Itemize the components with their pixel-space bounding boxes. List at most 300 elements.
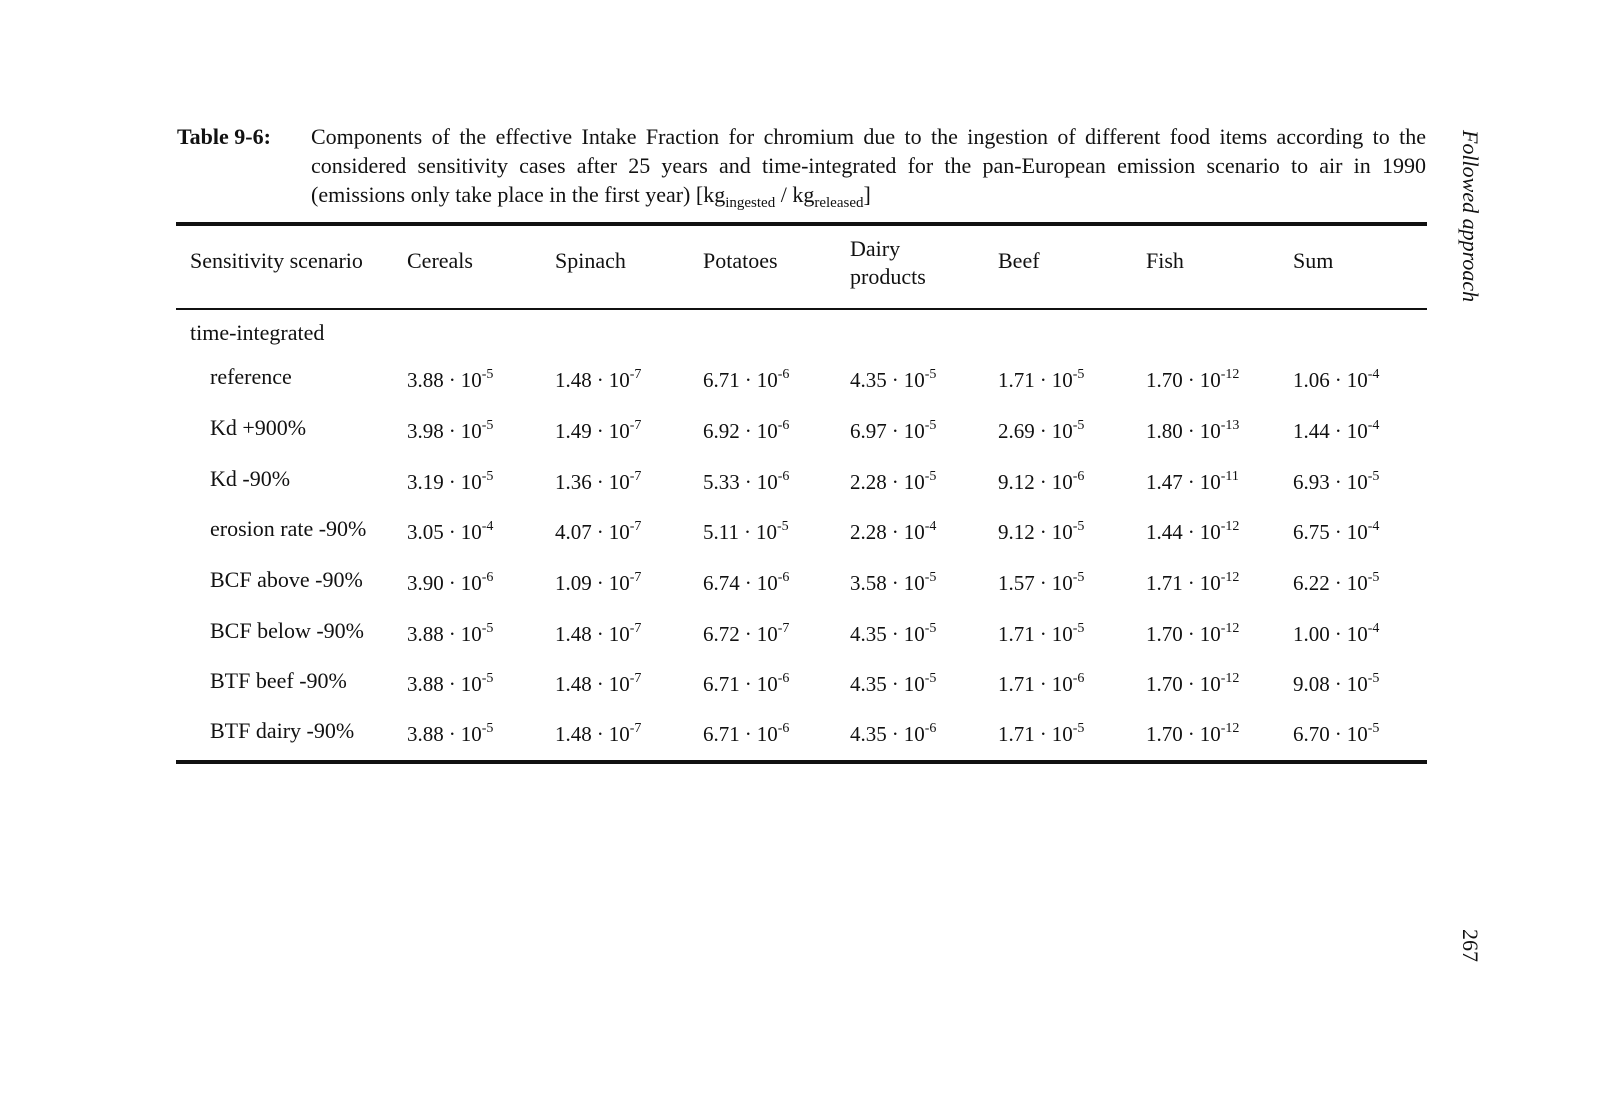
header-dairy-products: Dairy products xyxy=(850,236,926,289)
cell-mantissa: 1.70 xyxy=(1146,722,1183,746)
cell-exponent: -5 xyxy=(1367,469,1380,484)
cell-base: 10 xyxy=(1346,520,1368,544)
cell-mantissa: 1.49 xyxy=(555,419,592,443)
cell-base: 10 xyxy=(608,470,630,494)
table-top-rule xyxy=(176,222,1427,226)
table-cell xyxy=(850,722,936,747)
cell-exponent: -11 xyxy=(1220,469,1239,484)
cell-multiply-sign: · xyxy=(744,622,752,646)
cell-multiply-sign: · xyxy=(744,672,752,696)
cell-exponent: -12 xyxy=(1220,570,1240,585)
cell-exponent: -12 xyxy=(1220,367,1240,382)
cell-multiply-sign: · xyxy=(1187,722,1195,746)
table-row xyxy=(0,668,1601,708)
cell-mantissa: 1.48 xyxy=(555,622,592,646)
cell-multiply-sign: · xyxy=(596,419,604,443)
cell-exponent: -5 xyxy=(1072,367,1085,382)
cell-base: 10 xyxy=(460,722,482,746)
cell-mantissa: 9.12 xyxy=(998,470,1035,494)
cell-multiply-sign: · xyxy=(1039,722,1047,746)
table-row xyxy=(0,516,1601,556)
cell-base: 10 xyxy=(1346,470,1368,494)
cell-mantissa: 6.93 xyxy=(1293,470,1330,494)
cell-base: 10 xyxy=(903,672,925,696)
cell-exponent: -6 xyxy=(777,418,790,433)
cell-multiply-sign: · xyxy=(743,520,751,544)
cell-multiply-sign: · xyxy=(1187,470,1195,494)
cell-multiply-sign: · xyxy=(596,722,604,746)
cell-base: 10 xyxy=(756,470,778,494)
cell-base: 10 xyxy=(1346,722,1368,746)
cell-mantissa: 2.69 xyxy=(998,419,1035,443)
table-cell xyxy=(1293,672,1379,697)
table-cell xyxy=(703,368,789,393)
table-cell xyxy=(850,571,936,596)
cell-multiply-sign: · xyxy=(891,419,899,443)
cell-multiply-sign: · xyxy=(744,722,752,746)
cell-base: 10 xyxy=(460,520,482,544)
table-cell xyxy=(407,672,493,697)
table-cell xyxy=(850,520,936,545)
cell-base: 10 xyxy=(460,672,482,696)
cell-exponent: -4 xyxy=(924,519,937,534)
cell-mantissa: 6.74 xyxy=(703,571,740,595)
cell-exponent: -6 xyxy=(777,570,790,585)
cell-exponent: -5 xyxy=(1072,519,1085,534)
cell-mantissa: 1.71 xyxy=(998,672,1035,696)
cell-multiply-sign: · xyxy=(1039,672,1047,696)
table-cell xyxy=(555,722,641,747)
cell-multiply-sign: · xyxy=(744,470,752,494)
cell-base: 10 xyxy=(903,622,925,646)
cell-multiply-sign: · xyxy=(448,571,456,595)
cell-multiply-sign: · xyxy=(448,520,456,544)
cell-mantissa: 5.11 xyxy=(703,520,739,544)
table-cell xyxy=(407,722,493,747)
table-cell xyxy=(1293,520,1379,545)
cell-multiply-sign: · xyxy=(1039,470,1047,494)
row-scenario-label: Kd -90% xyxy=(210,466,291,491)
cell-mantissa: 1.71 xyxy=(998,368,1035,392)
cell-exponent: -7 xyxy=(629,469,642,484)
cell-multiply-sign: · xyxy=(596,672,604,696)
table-cell xyxy=(1293,419,1379,444)
cell-exponent: -6 xyxy=(777,721,790,736)
cell-exponent: -6 xyxy=(777,469,790,484)
cell-base: 10 xyxy=(1051,622,1073,646)
cell-mantissa: 9.08 xyxy=(1293,672,1330,696)
cell-base: 10 xyxy=(756,622,778,646)
cell-mantissa: 3.88 xyxy=(407,368,444,392)
table-cell xyxy=(850,368,936,393)
cell-exponent: -4 xyxy=(1367,519,1380,534)
cell-multiply-sign: · xyxy=(891,571,899,595)
cell-exponent: -7 xyxy=(629,671,642,686)
cell-base: 10 xyxy=(903,368,925,392)
table-cell xyxy=(555,368,641,393)
cell-base: 10 xyxy=(1051,368,1073,392)
cell-exponent: -7 xyxy=(629,418,642,433)
cell-multiply-sign: · xyxy=(596,622,604,646)
cell-mantissa: 2.28 xyxy=(850,520,887,544)
cell-base: 10 xyxy=(1199,419,1221,443)
cell-base: 10 xyxy=(1051,722,1073,746)
header-cereals: Cereals xyxy=(407,248,473,273)
cell-exponent: -5 xyxy=(481,671,494,686)
cell-mantissa: 6.71 xyxy=(703,672,740,696)
cell-multiply-sign: · xyxy=(596,368,604,392)
table-row xyxy=(0,618,1601,658)
cell-multiply-sign: · xyxy=(744,419,752,443)
cell-base: 10 xyxy=(756,672,778,696)
row-scenario-label: reference xyxy=(210,364,292,389)
cell-multiply-sign: · xyxy=(1039,520,1047,544)
cell-multiply-sign: · xyxy=(744,368,752,392)
cell-base: 10 xyxy=(1199,571,1221,595)
cell-multiply-sign: · xyxy=(1334,520,1342,544)
cell-mantissa: 6.71 xyxy=(703,722,740,746)
cell-multiply-sign: · xyxy=(891,520,899,544)
cell-mantissa: 1.44 xyxy=(1146,520,1183,544)
table-cell xyxy=(850,470,936,495)
cell-base: 10 xyxy=(1346,571,1368,595)
table-header-rule xyxy=(176,308,1427,310)
cell-exponent: -12 xyxy=(1220,721,1240,736)
cell-mantissa: 1.09 xyxy=(555,571,592,595)
cell-exponent: -5 xyxy=(481,469,494,484)
table-cell xyxy=(1146,571,1239,596)
cell-multiply-sign: · xyxy=(1187,622,1195,646)
cell-multiply-sign: · xyxy=(891,470,899,494)
table-cell xyxy=(407,520,493,545)
cell-multiply-sign: · xyxy=(1187,368,1195,392)
cell-mantissa: 1.80 xyxy=(1146,419,1183,443)
cell-exponent: -5 xyxy=(1367,570,1380,585)
cell-mantissa: 6.70 xyxy=(1293,722,1330,746)
cell-exponent: -6 xyxy=(481,570,494,585)
cell-exponent: -5 xyxy=(924,469,937,484)
table-row xyxy=(0,466,1601,506)
cell-mantissa: 2.28 xyxy=(850,470,887,494)
table-cell xyxy=(1146,722,1239,747)
row-scenario-label: BTF dairy -90% xyxy=(210,718,355,743)
cell-exponent: -5 xyxy=(776,519,789,534)
cell-exponent: -12 xyxy=(1220,621,1240,636)
table-cell xyxy=(1293,368,1379,393)
cell-mantissa: 4.35 xyxy=(850,672,887,696)
table-cell xyxy=(703,520,789,545)
cell-multiply-sign: · xyxy=(1334,672,1342,696)
table-cell xyxy=(555,419,641,444)
header-spinach: Spinach xyxy=(555,248,626,273)
cell-multiply-sign: · xyxy=(1334,368,1342,392)
cell-exponent: -5 xyxy=(924,367,937,382)
cell-base: 10 xyxy=(608,368,630,392)
cell-multiply-sign: · xyxy=(1039,419,1047,443)
table-cell xyxy=(1146,419,1239,444)
table-cell xyxy=(407,571,493,596)
cell-multiply-sign: · xyxy=(1334,571,1342,595)
cell-exponent: -13 xyxy=(1220,418,1240,433)
table-row xyxy=(0,415,1601,455)
cell-mantissa: 1.70 xyxy=(1146,672,1183,696)
cell-multiply-sign: · xyxy=(448,368,456,392)
cell-base: 10 xyxy=(903,470,925,494)
cell-exponent: -7 xyxy=(629,570,642,585)
cell-multiply-sign: · xyxy=(891,672,899,696)
cell-mantissa: 6.72 xyxy=(703,622,740,646)
cell-base: 10 xyxy=(1346,622,1368,646)
header-beef: Beef xyxy=(998,248,1040,273)
cell-base: 10 xyxy=(1346,368,1368,392)
table-caption-text: Components of the effective Intake Fraction for chromium due to the ingestion of different food items according to the considered sensitivity cases after 25 years and time-integrated for the pan-European emission scenario to air in 1990 (emissions only take place in the first year) $[kg_{ingested} / kg_{released}]$ xyxy=(311,124,1426,211)
cell-mantissa: 6.71 xyxy=(703,368,740,392)
cell-multiply-sign: · xyxy=(1039,368,1047,392)
cell-exponent: -4 xyxy=(1367,621,1380,636)
cell-base: 10 xyxy=(1199,368,1221,392)
table-cell xyxy=(998,470,1084,495)
cell-exponent: -5 xyxy=(924,621,937,636)
table-row xyxy=(0,364,1601,404)
cell-mantissa: 3.19 xyxy=(407,470,444,494)
cell-mantissa: 1.70 xyxy=(1146,622,1183,646)
table-cell xyxy=(407,368,493,393)
row-scenario-label: BCF above -90% xyxy=(210,567,363,592)
row-scenario-label: Kd +900% xyxy=(210,415,307,440)
cell-multiply-sign: · xyxy=(1187,419,1195,443)
cell-exponent: -5 xyxy=(1072,721,1085,736)
cell-multiply-sign: · xyxy=(448,672,456,696)
cell-mantissa: 1.48 xyxy=(555,368,592,392)
cell-base: 10 xyxy=(1346,672,1368,696)
cell-exponent: -5 xyxy=(924,570,937,585)
cell-exponent: -5 xyxy=(1072,621,1085,636)
cell-base: 10 xyxy=(1051,520,1073,544)
cell-exponent: -6 xyxy=(777,671,790,686)
table-row xyxy=(0,718,1601,758)
cell-base: 10 xyxy=(608,722,630,746)
cell-mantissa: 1.48 xyxy=(555,672,592,696)
cell-base: 10 xyxy=(755,520,777,544)
cell-base: 10 xyxy=(903,419,925,443)
cell-base: 10 xyxy=(608,520,630,544)
cell-mantissa: 1.57 xyxy=(998,571,1035,595)
cell-multiply-sign: · xyxy=(891,368,899,392)
cell-base: 10 xyxy=(1051,672,1073,696)
table-cell xyxy=(703,419,789,444)
side-heading: Followed approach xyxy=(1458,130,1483,303)
cell-exponent: -12 xyxy=(1220,519,1240,534)
header-sensitivity-scenario: Sensitivity scenario xyxy=(190,248,363,273)
table-cell xyxy=(407,622,493,647)
cell-mantissa: 1.47 xyxy=(1146,470,1183,494)
table-cell xyxy=(555,672,641,697)
cell-mantissa: 4.07 xyxy=(555,520,592,544)
table-cell xyxy=(998,672,1084,697)
header-fish: Fish xyxy=(1146,248,1184,273)
cell-base: 10 xyxy=(460,470,482,494)
cell-mantissa: 5.33 xyxy=(703,470,740,494)
cell-exponent: -6 xyxy=(1072,469,1085,484)
cell-multiply-sign: · xyxy=(1039,571,1047,595)
cell-base: 10 xyxy=(460,571,482,595)
cell-multiply-sign: · xyxy=(1334,722,1342,746)
cell-base: 10 xyxy=(608,419,630,443)
cell-multiply-sign: · xyxy=(448,419,456,443)
cell-multiply-sign: · xyxy=(1187,672,1195,696)
cell-base: 10 xyxy=(608,571,630,595)
table-cell xyxy=(850,622,936,647)
cell-mantissa: 3.98 xyxy=(407,419,444,443)
table-cell xyxy=(998,520,1084,545)
table-cell xyxy=(703,470,789,495)
cell-exponent: -6 xyxy=(924,721,937,736)
cell-base: 10 xyxy=(903,722,925,746)
cell-mantissa: 6.22 xyxy=(1293,571,1330,595)
cell-exponent: -7 xyxy=(777,621,790,636)
cell-base: 10 xyxy=(1051,470,1073,494)
table-cell xyxy=(1293,470,1379,495)
table-cell xyxy=(1293,722,1379,747)
table-cell xyxy=(703,571,789,596)
header-potatoes: Potatoes xyxy=(703,248,778,273)
table-cell xyxy=(407,470,493,495)
row-scenario-label: BTF beef -90% xyxy=(210,668,347,693)
cell-mantissa: 1.00 xyxy=(1293,622,1330,646)
table-cell xyxy=(1146,368,1239,393)
cell-base: 10 xyxy=(608,672,630,696)
table-cell xyxy=(1146,470,1239,495)
cell-exponent: -5 xyxy=(1367,721,1380,736)
cell-multiply-sign: · xyxy=(891,722,899,746)
cell-exponent: -4 xyxy=(1367,418,1380,433)
table-cell xyxy=(703,622,789,647)
cell-mantissa: 3.58 xyxy=(850,571,887,595)
cell-base: 10 xyxy=(903,571,925,595)
cell-base: 10 xyxy=(1199,722,1221,746)
cell-multiply-sign: · xyxy=(448,722,456,746)
cell-mantissa: 6.97 xyxy=(850,419,887,443)
cell-multiply-sign: · xyxy=(1187,520,1195,544)
table-cell xyxy=(703,672,789,697)
table-cell xyxy=(998,622,1084,647)
table-cell xyxy=(998,419,1084,444)
cell-base: 10 xyxy=(608,622,630,646)
cell-multiply-sign: · xyxy=(1039,622,1047,646)
cell-exponent: -4 xyxy=(481,519,494,534)
cell-multiply-sign: · xyxy=(891,622,899,646)
cell-mantissa: 1.71 xyxy=(998,722,1035,746)
cell-base: 10 xyxy=(756,368,778,392)
cell-exponent: -5 xyxy=(481,418,494,433)
table-cell xyxy=(1293,571,1379,596)
cell-exponent: -6 xyxy=(1072,671,1085,686)
cell-mantissa: 6.75 xyxy=(1293,520,1330,544)
cell-mantissa: 1.06 xyxy=(1293,368,1330,392)
cell-exponent: -6 xyxy=(777,367,790,382)
cell-exponent: -5 xyxy=(1367,671,1380,686)
cell-multiply-sign: · xyxy=(1187,571,1195,595)
header-sum: Sum xyxy=(1293,248,1334,273)
cell-base: 10 xyxy=(756,722,778,746)
cell-exponent: -4 xyxy=(1367,367,1380,382)
cell-exponent: -7 xyxy=(629,621,642,636)
cell-base: 10 xyxy=(1199,520,1221,544)
table-cell xyxy=(555,622,641,647)
row-scenario-label: BCF below -90% xyxy=(210,618,364,643)
table-cell xyxy=(850,419,936,444)
cell-exponent: -7 xyxy=(629,721,642,736)
table-cell xyxy=(850,672,936,697)
table-cell xyxy=(407,419,493,444)
table-cell xyxy=(1146,622,1239,647)
group-label-time-integrated: time-integrated xyxy=(190,320,325,345)
table-cell xyxy=(555,571,641,596)
cell-exponent: -5 xyxy=(481,621,494,636)
table-cell xyxy=(998,722,1084,747)
cell-mantissa: 1.36 xyxy=(555,470,592,494)
table-caption-label: Table 9-6: xyxy=(177,124,271,149)
cell-multiply-sign: · xyxy=(596,520,604,544)
page-number: 267 xyxy=(1458,929,1483,962)
cell-mantissa: 4.35 xyxy=(850,622,887,646)
cell-multiply-sign: · xyxy=(448,470,456,494)
cell-base: 10 xyxy=(1199,470,1221,494)
table-cell xyxy=(555,520,641,545)
cell-multiply-sign: · xyxy=(1334,470,1342,494)
table-bottom-rule xyxy=(176,760,1427,764)
cell-mantissa: 1.71 xyxy=(1146,571,1183,595)
table-cell xyxy=(1293,622,1379,647)
cell-exponent: -12 xyxy=(1220,671,1240,686)
cell-mantissa: 3.88 xyxy=(407,622,444,646)
table-cell xyxy=(1146,520,1239,545)
cell-exponent: -5 xyxy=(481,721,494,736)
cell-mantissa: 6.92 xyxy=(703,419,740,443)
row-scenario-label: erosion rate -90% xyxy=(210,516,367,541)
cell-exponent: -7 xyxy=(629,367,642,382)
cell-base: 10 xyxy=(460,368,482,392)
cell-mantissa: 1.70 xyxy=(1146,368,1183,392)
cell-base: 10 xyxy=(1199,622,1221,646)
cell-mantissa: 3.88 xyxy=(407,722,444,746)
cell-base: 10 xyxy=(1199,672,1221,696)
cell-multiply-sign: · xyxy=(596,470,604,494)
cell-mantissa: 1.71 xyxy=(998,622,1035,646)
cell-base: 10 xyxy=(460,622,482,646)
cell-base: 10 xyxy=(1051,419,1073,443)
cell-exponent: -5 xyxy=(1072,418,1085,433)
cell-base: 10 xyxy=(1051,571,1073,595)
cell-multiply-sign: · xyxy=(596,571,604,595)
cell-base: 10 xyxy=(756,571,778,595)
cell-exponent: -5 xyxy=(481,367,494,382)
table-cell xyxy=(1146,672,1239,697)
cell-base: 10 xyxy=(1346,419,1368,443)
cell-mantissa: 1.48 xyxy=(555,722,592,746)
cell-multiply-sign: · xyxy=(1334,622,1342,646)
cell-mantissa: 3.88 xyxy=(407,672,444,696)
table-cell xyxy=(998,571,1084,596)
cell-mantissa: 4.35 xyxy=(850,368,887,392)
cell-base: 10 xyxy=(460,419,482,443)
table-row xyxy=(0,567,1601,607)
cell-multiply-sign: · xyxy=(1334,419,1342,443)
cell-mantissa: 4.35 xyxy=(850,722,887,746)
cell-exponent: -5 xyxy=(924,418,937,433)
cell-multiply-sign: · xyxy=(448,622,456,646)
table-cell xyxy=(555,470,641,495)
